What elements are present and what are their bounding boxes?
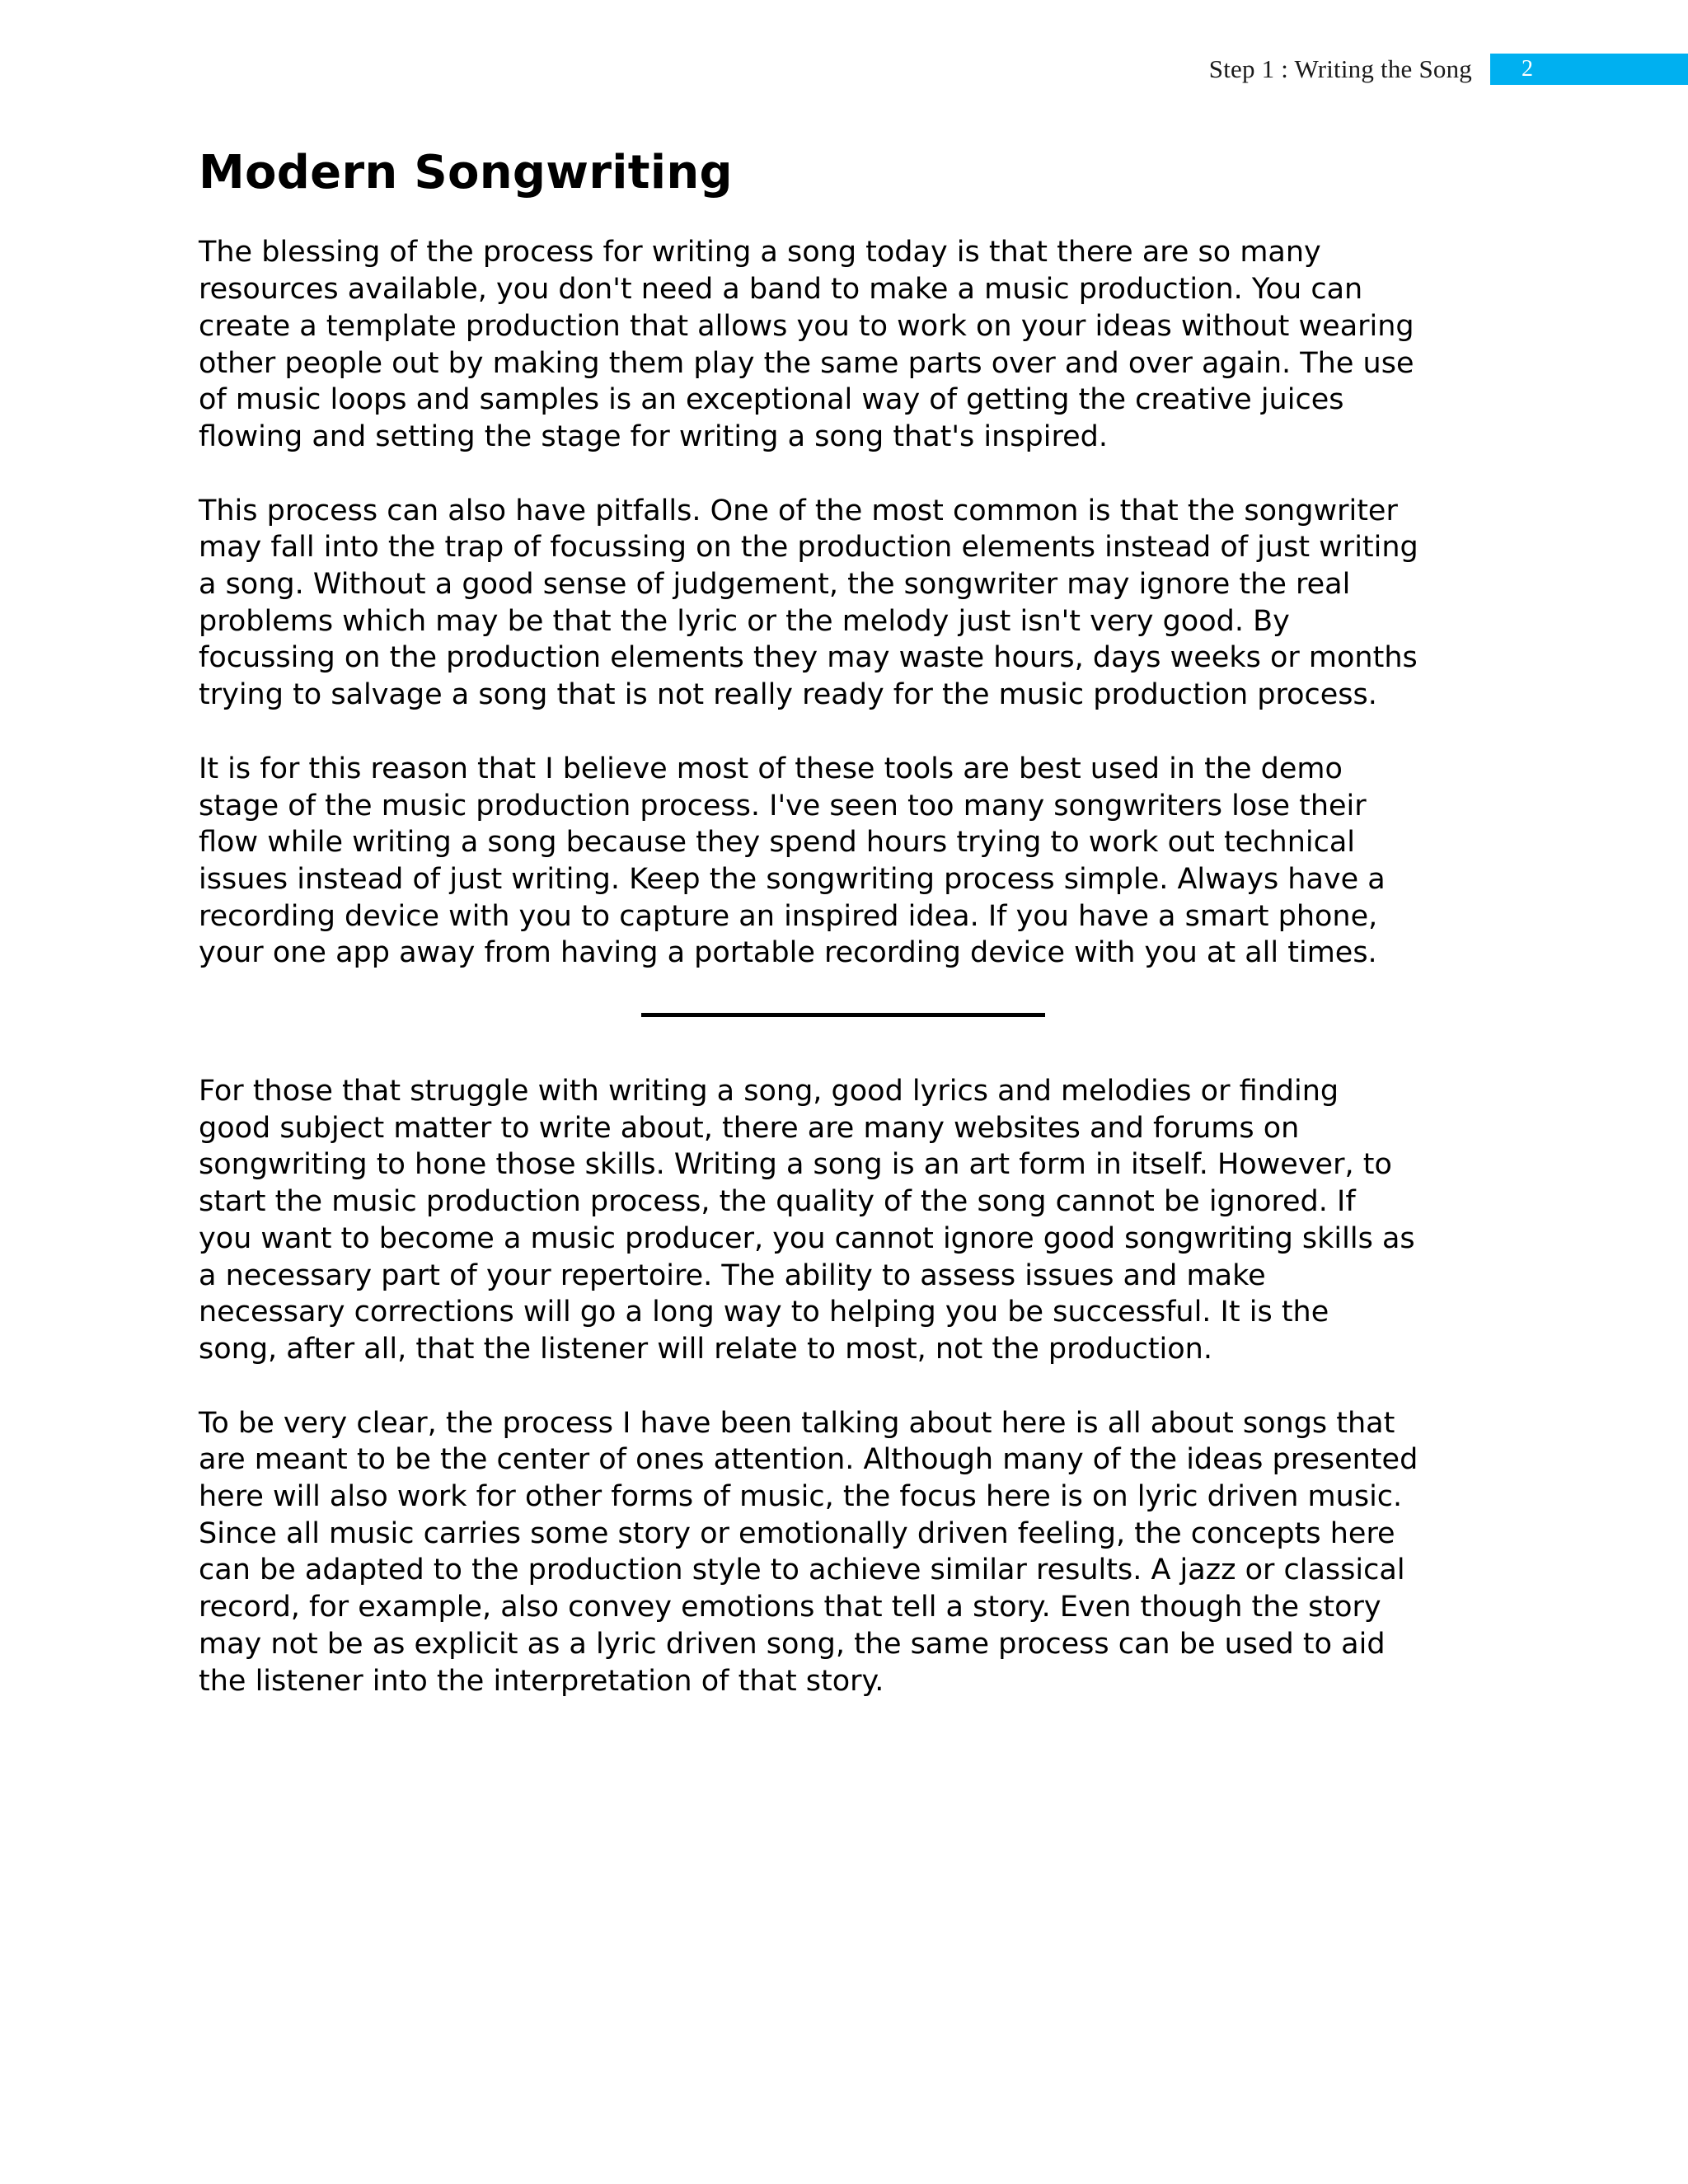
paragraph — [199, 234, 1501, 455]
paragraph — [199, 1405, 1501, 1700]
text-line: focussing on the production elements they may waste hours, days weeks or months — [199, 641, 1418, 675]
page-number-badge — [1490, 54, 1688, 85]
text-line: trying to salvage a song that is not really ready for the music production process. — [199, 678, 1377, 712]
text-line: songwriting to hone those skills. Writing a song is an art form in itself. However, to — [199, 1148, 1392, 1182]
text-line: your one app away from having a portable recording device with you at all times. — [199, 936, 1377, 970]
text-line: a song. Without a good sense of judgement, the songwriter may ignore the real — [199, 568, 1351, 602]
text-line: It is for this reason that I believe most of these tools are best used in the demo — [199, 752, 1343, 785]
text-line: necessary corrections will go a long way to helping you be successful. It is the — [199, 1296, 1329, 1329]
text-line: This process can also have pitfalls. One of the most common is that the songwriter — [199, 494, 1398, 527]
page-number: 2 — [1522, 56, 1533, 82]
text-line: the listener into the interpretation of that story. — [199, 1664, 884, 1698]
section-2 — [199, 1073, 1501, 1699]
text-line: good subject matter to write about, there are many websites and forums on — [199, 1111, 1300, 1145]
text-line: To be very clear, the process I have been talking about here is all about songs that — [199, 1406, 1395, 1440]
text-line: resources available, you don't need a band to make a music production. You can — [199, 273, 1363, 307]
text-line: create a template production that allows you to work on your ideas without wearing — [199, 309, 1414, 343]
document-body — [199, 147, 1501, 1736]
text-line: start the music production process, the quality of the song cannot be ignored. If — [199, 1185, 1356, 1219]
paragraph — [199, 751, 1501, 972]
section-divider — [641, 1013, 1045, 1017]
section-1 — [199, 234, 1501, 972]
text-line: can be adapted to the production style to achieve similar results. A jazz or classical — [199, 1554, 1405, 1587]
document-title: Modern Songwriting — [199, 146, 733, 199]
text-line: are meant to be the center of ones attention. Although many of the ideas presented — [199, 1443, 1418, 1477]
running-header-title: Step 1 : Writing the Song — [1208, 54, 1472, 83]
text-line: you want to become a music producer, you cannot ignore good songwriting skills as — [199, 1221, 1415, 1255]
paragraph — [199, 493, 1501, 714]
text-line: song, after all, that the listener will relate to most, not the production. — [199, 1332, 1212, 1366]
text-line: may not be as explicit as a lyric driven song, the same process can be used to aid — [199, 1627, 1386, 1661]
paragraph — [199, 1073, 1501, 1368]
text-line: recording device with you to capture an inspired idea. If you have a smart phone, — [199, 899, 1378, 933]
text-line: issues instead of just writing. Keep the songwriting process simple. Always have a — [199, 862, 1386, 896]
text-line: here will also work for other forms of music, the focus here is on lyric driven music. — [199, 1480, 1403, 1514]
text-line: The blessing of the process for writing a song today is that there are so many — [199, 236, 1321, 269]
text-line: problems which may be that the lyric or the melody just isn't very good. By — [199, 604, 1290, 638]
text-line: stage of the music production process. I've seen too many songwriters lose their — [199, 789, 1367, 823]
text-line: For those that struggle with writing a song, good lyrics and melodies or finding — [199, 1075, 1339, 1108]
text-line: Since all music carries some story or emotionally driven feeling, the concepts here — [199, 1516, 1395, 1550]
text-line: other people out by making them play the same parts over and over again. The use — [199, 346, 1414, 380]
text-line: flow while writing a song because they spend hours trying to work out technical — [199, 826, 1356, 860]
text-line: a necessary part of your repertoire. The ability to assess issues and make — [199, 1258, 1266, 1292]
text-line: record, for example, also convey emotions that tell a story. Even though the story — [199, 1591, 1381, 1624]
running-header — [1209, 51, 1688, 87]
text-line: may fall into the trap of focussing on the production elements instead of just writing — [199, 531, 1418, 565]
text-line: flowing and setting the stage for writing a song that's inspired. — [199, 419, 1108, 453]
text-line: of music loops and samples is an exceptional way of getting the creative juices — [199, 383, 1344, 417]
